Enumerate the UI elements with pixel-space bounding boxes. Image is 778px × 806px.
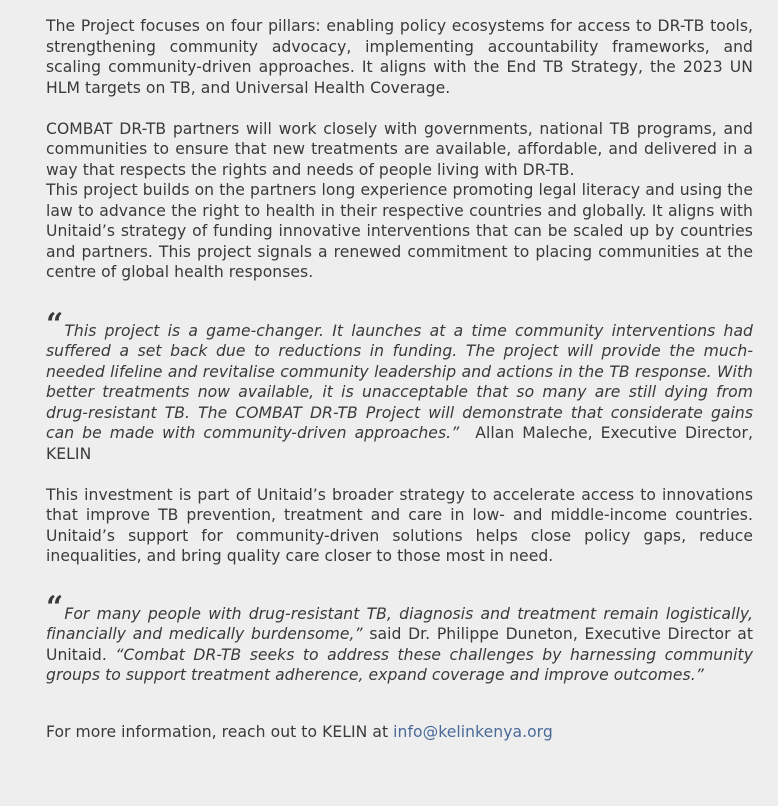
contact-text: For more information, reach out to KELIN at (46, 722, 394, 741)
quote-mark-icon: “ (46, 589, 64, 625)
paragraph-investment: This investment is part of Unitaid’s broader strategy to accelerate access to innovations that improve TB prevention, treatment and care in low- and middle-income countries. Unitaid’s support for community-driven solutions helps close policy gaps, reduce inequalities, and bring quality care closer to those most in need. (46, 485, 753, 565)
quote-attribution-maleche: Allan Maleche, Executive Director, KELIN (46, 424, 753, 463)
spacer (46, 464, 753, 485)
quote-text-duneton-part1: For many people with drug-resistant TB, diagnosis and treatment remain logistically, financially and medically burdensome,” (46, 604, 753, 643)
quote-block-maleche (46, 306, 753, 465)
paragraph-pillars: The Project focuses on four pillars: enabling policy ecosystems for access to DR-TB tools, strengthening community advocacy, implementing accountability frameworks, and scaling community-driven approaches. It aligns with the End TB Strategy, the 2023 UN HLM targets on TB, and Universal Health Coverage. (46, 17, 753, 97)
contact-email-link[interactable]: info@kelinkenya.org (393, 722, 553, 741)
spacer (46, 567, 753, 603)
spacer (46, 98, 753, 119)
quote-block-duneton (46, 589, 753, 686)
quote-mark-icon: “ (46, 306, 64, 342)
spacer (46, 283, 753, 320)
quote-text-maleche: This project is a game-changer. It launches at a time community interventions had suffered a set back due to reductions in funding. The project will provide the much-needed lifeline and revitalise community leadership and actions in the TB response. With better treatments now available, it is unacceptable that so many are still dying from drug-resistant TB. The COMBAT DR-TB Project will demonstrate that considerate gains can be made with community-driven approaches.” (46, 321, 753, 442)
quote-said-duneton: said Dr. Philippe Duneton, Executive Director at Unitaid. (46, 625, 753, 664)
quote-spacer (459, 424, 475, 442)
quote-text-duneton-part2: “Combat DR-TB seeks to address these challenges by harnessing community groups to support treatment adherence, expand coverage and improve outcomes.” (46, 645, 753, 684)
contact-line (46, 722, 753, 743)
paragraph-partners: COMBAT DR-TB partners will work closely with governments, national TB programs, and communities to ensure that new treatments are available, affordable, and delivered in a way that respects the rights and needs of people living with DR-TB. (46, 119, 753, 179)
spacer (46, 686, 753, 722)
paragraph-builds-on: This project builds on the partners long experience promoting legal literacy and using the law to advance the right to health in their respective countries and globally. It aligns with Unitaid’s strategy of funding innovative interventions that can be scaled up by countries and partners. This project signals a renewed commitment to placing communities at the centre of global health responses. (46, 181, 753, 281)
